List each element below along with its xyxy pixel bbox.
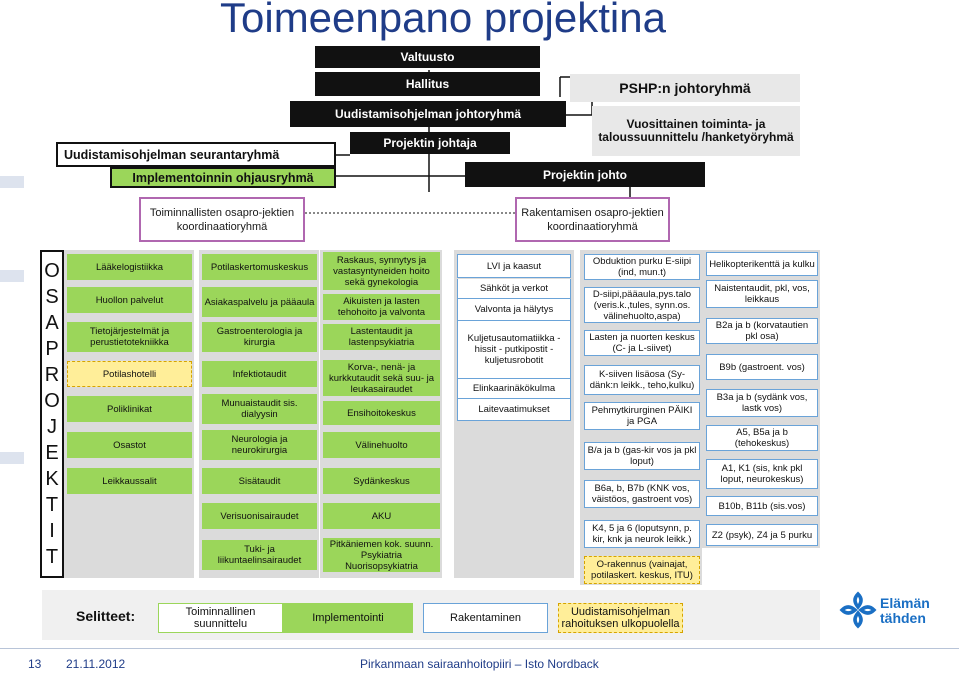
col2-item: Gastroenterologia ja kirurgia bbox=[202, 322, 317, 352]
koordinaatioryhma-rakentaminen: Rakentamisen osapro-jektien koordinaatioryhmä bbox=[515, 197, 670, 242]
side-tab bbox=[0, 176, 24, 188]
footer-date: 21.11.2012 bbox=[66, 657, 126, 671]
col5-item: B6a, b, B7b (KNK vos, väistöos, gastroent vos) bbox=[584, 480, 700, 508]
legend-label: Selitteet: bbox=[76, 608, 136, 624]
pshp-johtoryhma-box: PSHP:n johtoryhmä bbox=[570, 74, 800, 102]
footer-org: Pirkanmaan sairaanhoitopiiri – Isto Nordback bbox=[360, 657, 599, 671]
legend-implementointi: Implementointi bbox=[283, 603, 413, 633]
col4-item: Kuljetusautomatiikka - hissit - putkipostit - kuljetusrobotit bbox=[457, 321, 571, 379]
col4-item: Sähköt ja verkot bbox=[457, 279, 571, 299]
col5-item: Obduktion purku E-siipi (ind, mun.t) bbox=[584, 254, 700, 280]
seurantaryhma-box: Uudistamisohjelman seurantaryhmä bbox=[56, 142, 336, 167]
col6-item: B2a ja b (korvatautien pkl osa) bbox=[706, 318, 818, 344]
legend-toiminnallinen: Toiminnallinen suunnittelu bbox=[158, 603, 283, 633]
osap-letter: T bbox=[45, 546, 59, 568]
col2-item: Munuaistaudit sis. dialyysin bbox=[202, 394, 317, 424]
col3-item: AKU bbox=[323, 503, 440, 529]
col2-item: Asiakaspalvelu ja pääaula bbox=[202, 287, 317, 317]
col4-item: Elinkaarinäkökulma bbox=[457, 379, 571, 399]
col3-item: Korva-, nenä- ja kurkkutaudit sekä suu- ja leukasairaudet bbox=[323, 360, 440, 396]
vuosittainen-box: Vuosittainen toiminta- ja taloussuunnittelu /hanketyöryhmä bbox=[592, 106, 800, 156]
col3-item: Raskaus, synnytys ja vastasyntyneiden hoito sekä gynekologia bbox=[323, 252, 440, 290]
ohjausryhma-box: Implementoinnin ohjausryhmä bbox=[110, 167, 336, 188]
col3-item: Välinehuolto bbox=[323, 432, 440, 458]
col6-item: A1, K1 (sis, knk pkl loput, neurokeskus) bbox=[706, 459, 818, 489]
legend-uudistamis: Uudistamisohjelman rahoituksen ulkopuolella bbox=[558, 603, 683, 633]
col3-item: Aikuisten ja lasten tehohoito ja valvonta bbox=[323, 294, 440, 320]
col5-item: O-rakennus (vainajat, potilaskert. keskus, ITU) bbox=[584, 556, 700, 584]
col6-item: B3a ja b (sydänk vos, lastk vos) bbox=[706, 389, 818, 417]
projektin-johto-box: Projektin johto bbox=[465, 162, 705, 187]
osap-letter: R bbox=[44, 364, 60, 386]
col3-item: Pitkäniemen kok. suunn. Psykiatria Nuorisopsykiatria bbox=[323, 538, 440, 572]
osap-letter: T bbox=[45, 494, 59, 516]
osap-letter: O bbox=[44, 390, 60, 412]
page-title: Toimeenpano projektina bbox=[220, 0, 666, 41]
col1-item: Potilashotelli bbox=[67, 361, 192, 387]
col5-item: K4, 5 ja 6 (loputsynn, p. kir, knk ja neurok leikk.) bbox=[584, 520, 700, 548]
hallitus-box: Hallitus bbox=[315, 72, 540, 96]
johtoryhma-box: Uudistamisohjelman johtoryhmä bbox=[290, 101, 566, 127]
osap-letter: O bbox=[44, 260, 60, 282]
col2-item: Sisätaudit bbox=[202, 468, 317, 494]
col2-item: Potilaskertomuskeskus bbox=[202, 254, 317, 280]
col1-item: Tietojärjestelmät ja perustietotekniikka bbox=[67, 322, 192, 352]
col6-item: Helikopterikenttä ja kulku bbox=[706, 252, 818, 276]
osap-letter: A bbox=[45, 312, 59, 334]
col6-item: Z2 (psyk), Z4 ja 5 purku bbox=[706, 524, 818, 546]
col1-item: Leikkaussalit bbox=[67, 468, 192, 494]
osap-letter: S bbox=[45, 286, 59, 308]
col4-item: Valvonta ja hälytys bbox=[457, 299, 571, 321]
col3-item: Ensihoitokeskus bbox=[323, 401, 440, 425]
col5-item: K-siiven lisäosa (Sy-dänk:n leikk., teho,kulku) bbox=[584, 365, 700, 395]
col5-item: D-siipi,pääaula,pys.talo (veris.k.,tules, synn.os. välinehuolto,aspa) bbox=[584, 287, 700, 323]
col3-item: Lastentaudit ja lastenpsykiatria bbox=[323, 324, 440, 350]
col3-item: Sydänkeskus bbox=[323, 468, 440, 494]
legend-rakentaminen: Rakentaminen bbox=[423, 603, 548, 633]
projektin-johtaja-box: Projektin johtaja bbox=[350, 132, 510, 154]
osap-letter: I bbox=[49, 520, 55, 542]
side-tab bbox=[0, 270, 24, 282]
footer-divider bbox=[0, 648, 959, 649]
col2-item: Neurologia ja neurokirurgia bbox=[202, 430, 317, 460]
col1-item: Poliklinikat bbox=[67, 396, 192, 422]
koordinaatioryhma-toiminnallinen: Toiminnallisten osapro-jektien koordinaatioryhmä bbox=[139, 197, 305, 242]
page-number: 13 bbox=[28, 657, 42, 671]
col6-item: B9b (gastroent. vos) bbox=[706, 354, 818, 380]
osap-letter: P bbox=[45, 338, 59, 360]
col5-item: Lasten ja nuorten keskus (C- ja L-siivet) bbox=[584, 330, 700, 356]
side-tab bbox=[0, 452, 24, 464]
col1-item: Osastot bbox=[67, 432, 192, 458]
osaprojektit-label bbox=[40, 250, 64, 578]
osap-letter: J bbox=[47, 416, 57, 438]
col6-item: A5, B5a ja b (tehokeskus) bbox=[706, 425, 818, 451]
col4-item: Laitevaatimukset bbox=[457, 399, 571, 421]
valtuusto-box: Valtuusto bbox=[315, 46, 540, 68]
osap-letter: E bbox=[45, 442, 59, 464]
col2-item: Tuki- ja liikuntaelinsairaudet bbox=[202, 540, 317, 570]
col5-item: Pehmytkirurginen PÄIKI ja PGA bbox=[584, 402, 700, 430]
col2-item: Verisuonisairaudet bbox=[202, 503, 317, 529]
col1-item: Lääkelogistiikka bbox=[67, 254, 192, 280]
col5-item: B/a ja b (gas-kir vos ja pkl loput) bbox=[584, 442, 700, 470]
col4-item: LVI ja kaasut bbox=[457, 254, 571, 278]
col6-item: Naistentaudit, pkl, vos, leikkaus bbox=[706, 280, 818, 308]
col2-item: Infektiotaudit bbox=[202, 361, 317, 387]
osap-letter: K bbox=[45, 468, 59, 490]
col6-item: B10b, B11b (sis.vos) bbox=[706, 496, 818, 516]
col1-item: Huollon palvelut bbox=[67, 287, 192, 313]
logo-text: Elämän tähden bbox=[880, 595, 930, 626]
logo-cross-icon bbox=[838, 590, 878, 630]
